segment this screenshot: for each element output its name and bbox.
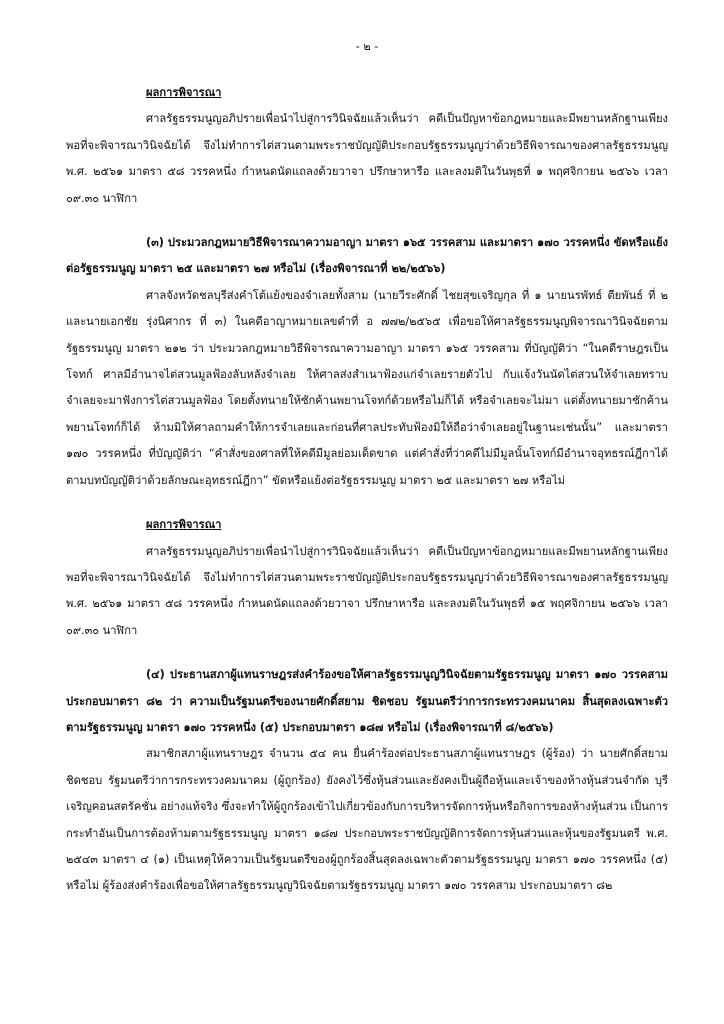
section-body: ศาลรัฐธรรมนูญอภิปรายเพื่อนำไปสู่การวินิจฉัยแล้วเห็นว่า คดีเป็นปัญหาข้อกฎหมายและมีพยานหลักฐานเพียงพอที่จะพิจารณาวินิจฉัยได้ จึงไม่ทำการไต่สวนตามพระราชบัญญัติประกอบรัฐธรรมนูญว่าด้วยวิธีพิจารณาของศาลรัฐธรรมนูญ พ.ศ. ๒๕๖๑ มาตรา ๕๘ วรรคหนึ่ง กำหนดนัดแถลงด้วยวาจา ปรึกษาหารือ และลงมติในวันพุธที่ ๑ พฤศจิกายน ๒๕๖๖ เวลา ๐๙.๓๐ นาฬิกา	[66, 112, 668, 205]
section-body: ศาลจังหวัดชลบุรีส่งคำโต้แย้งของจำเลยทั้งสาม (นายวีระศักดิ์ ไชยสุขเจริญกุล ที่ ๑ นายนรพัทธ์ ตียพันธ์ ที่ ๒ และนายเอกชัย รุ่งนิศากร ที่ ๓) ในคดีอาญาหมายเลขดำที่ อ ๗๗๒/๒๕๖๕ เพื่อขอให้ศาลรัฐธรรมนูญพิจารณาวินิจฉัยตามรัฐธรรมนูญ มาตรา ๒๑๒ ว่า ประมวลกฎหมายวิธีพิจารณาความอาญา มาตรา ๑๖๕ วรรคสาม ที่บัญญัติว่า “ในคดีราษฎรเป็นโจทก์ ศาลมีอำนาจไต่สวนมูลฟ้องลับหลังจำเลย ให้ศาลส่งสำเนาฟ้องแก่จำเลยรายตัวไป กับแจ้งวันนัดไต่สวนให้จำเลยทราบ จำเลยจะมาฟังการไต่สวนมูลฟ้อง โดยตั้งทนายให้ซักค้านพยานโจทก์ด้วยหรือไม่ก็ได้ หรือจำเลยจะไม่มา แต่ตั้งทนายมาซักค้านพยานโจทก์ก็ได้ ห้ามมิให้ศาลถามคำให้การจำเลยและก่อนที่ศาลประทับฟ้องมิให้ถือว่าจำเลยอยู่ในฐานะเช่นนั้น” และมาตรา ๑๗๐ วรรคหนึ่ง ที่บัญญัติว่า “คำสั่งของศาลที่ให้คดีมีมูลย่อมเด็ดขาด แต่คำสั่งที่ว่าคดีไม่มีมูลนั้นโจทก์มีอำนาจอุทธรณ์ฎีกาได้ตามบทบัญญัติว่าด้วยลักษณะอุทธรณ์ฎีกา” ขัดหรือแย้งต่อรัฐธรรมนูญ มาตรา ๒๕ และมาตรา ๒๗ หรือไม่	[66, 288, 668, 487]
section-heading: ผลการพิจารณา	[146, 86, 222, 99]
section-result-2	[66, 512, 668, 644]
page-number: - ๒ -	[355, 40, 379, 53]
section-heading: ผลการพิจารณา	[146, 518, 222, 532]
section-body: ศาลรัฐธรรมนูญอภิปรายเพื่อนำไปสู่การวินิจฉัยแล้วเห็นว่า คดีเป็นปัญหาข้อกฎหมายและมีพยานหลักฐานเพียงพอที่จะพิจารณาวินิจฉัยได้ จึงไม่ทำการไต่สวนตามพระราชบัญญัติประกอบรัฐธรรมนูญว่าด้วยวิธีพิจารณาของศาลรัฐธรรมนูญ พ.ศ. ๒๕๖๑ มาตรา ๕๘ วรรคหนึ่ง กำหนดนัดแถลงด้วยวาจา ปรึกษาหารือ และลงมติในวันพุธที่ ๑๕ พฤศจิกายน ๒๕๖๖ เวลา ๐๙.๓๐ นาฬิกา	[66, 544, 668, 637]
section-title: (๔) ประธานสภาผู้แทนราษฎรส่งคำร้องขอให้ศาลรัฐธรรมนูญวินิจฉัยตามรัฐธรรมนูญ มาตรา ๑๗๐ วรรคสาม ประกอบมาตรา ๘๒ ว่า ความเป็นรัฐมนตรีของนายศักดิ์สยาม ชิดชอบ รัฐมนตรีว่าการกระทรวงคมนาคม สิ้นสุดลงเฉพาะตัวตามรัฐธรรมนูญ มาตรา ๑๗๐ วรรคหนึ่ง (๕) ประกอบมาตรา ๑๘๗ หรือไม่ (เรื่องพิจารณาที่ ๘/๒๕๖๖)	[66, 668, 668, 734]
section-body: สมาชิกสภาผู้แทนราษฎร จำนวน ๕๔ คน ยื่นคำร้องต่อประธานสภาผู้แทนราษฎร (ผู้ร้อง) ว่า นายศักดิ์สยาม ชิดชอบ รัฐมนตรีว่าการกระทรวงคมนาคม (ผู้ถูกร้อง) ยังคงไว้ซึ่งหุ้นส่วนและยังคงเป็นผู้ถือหุ้นและเจ้าของห้างหุ้นส่วนจำกัด บุรีเจริญคอนสตรัคชั่น อย่างแท้จริง ซึ่งจะทำให้ผู้ถูกร้องเข้าไปเกี่ยวข้องกับการบริหารจัดการหุ้นหรือกิจการของห้างหุ้นส่วน เป็นการกระทำอันเป็นการต้องห้ามตามรัฐธรรมนูญ มาตรา ๑๘๗ ประกอบพระราชบัญญัติการจัดการหุ้นส่วนและหุ้นของรัฐมนตรี พ.ศ. ๒๕๔๓ มาตรา ๔ (๑) เป็นเหตุให้ความเป็นรัฐมนตรีของผู้ถูกร้องสิ้นสุดลงเฉพาะตัวตามรัฐธรรมนูญ มาตรา ๑๗๐ วรรคหนึ่ง (๕) หรือไม่ ผู้ร้องส่งคำร้องเพื่อขอให้ศาลรัฐธรรมนูญวินิจฉัยตามรัฐธรรมนูญ มาตรา ๑๗๐ วรรคสาม ประกอบมาตรา ๘๒	[66, 747, 668, 893]
section-item-4	[66, 662, 668, 900]
section-result-1	[66, 80, 668, 212]
section-title: (๓) ประมวลกฎหมายวิธีพิจารณาความอาญา มาตรา ๑๖๕ วรรคสาม และมาตรา ๑๗๐ วรรคหนึ่ง ขัดหรือแย้งต่อรัฐธรรมนูญ มาตรา ๒๕ และมาตรา ๒๗ หรือไม่ (เรื่องพิจารณาที่ ๒๒/๒๕๖๖)	[66, 236, 668, 276]
section-item-3	[66, 230, 668, 494]
